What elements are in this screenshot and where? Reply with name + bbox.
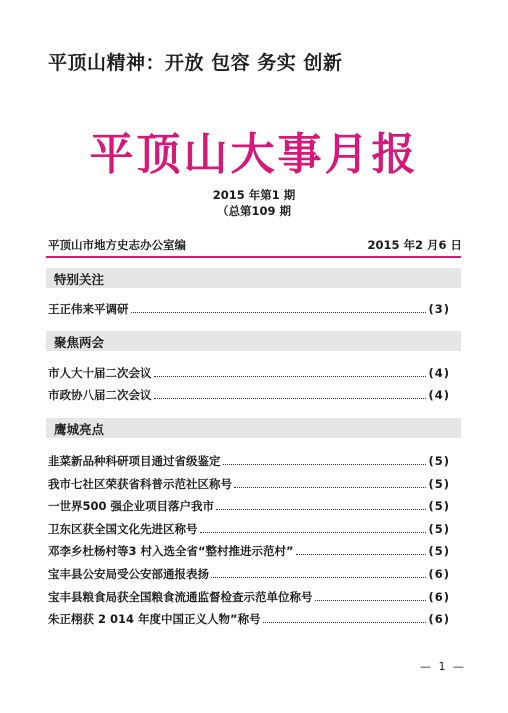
toc-entry-title: 市政协八届二次会议 xyxy=(48,388,152,402)
issue-total-number: （总第109 期 xyxy=(216,204,291,218)
toc-entry-page: (5) xyxy=(428,522,450,536)
toc-entry-page: (4) xyxy=(428,366,450,380)
toc-entry[interactable] xyxy=(48,475,450,493)
page-number: — 1 — xyxy=(420,660,466,673)
toc-entry-title: 韭菜新品种科研项目通过省级鉴定 xyxy=(48,454,221,468)
toc-entry[interactable] xyxy=(48,565,450,583)
dot-leader xyxy=(154,398,427,399)
dot-leader xyxy=(216,509,426,510)
dot-leader xyxy=(223,464,427,465)
toc-entry[interactable] xyxy=(48,386,450,404)
slogan: 平顶山精神：开放 包容 务实 创新 xyxy=(48,52,343,74)
section-header-two-sessions xyxy=(46,331,461,351)
dot-leader xyxy=(154,376,427,377)
toc-entry-page: (6) xyxy=(428,567,450,581)
toc-entry[interactable] xyxy=(48,542,450,560)
dot-leader xyxy=(263,622,427,623)
toc-entry-page: (5) xyxy=(428,544,450,558)
toc-entry-page: (5) xyxy=(428,454,450,468)
toc-entry-title: 邓李乡杜杨村等3 村入选全省“整村推进示范村” xyxy=(48,544,294,558)
dot-leader xyxy=(211,577,426,578)
toc-entry[interactable] xyxy=(48,452,450,470)
toc-entry-title: 宝丰县粮食局获全国粮食流通监督检查示范单位称号 xyxy=(48,590,313,604)
toc-entry-title: 朱正栩获 2 014 年度中国正义人物”称号 xyxy=(48,612,261,626)
toc-entry[interactable] xyxy=(48,497,450,515)
section-title: 鹰城亮点 xyxy=(54,422,105,437)
toc-entry-page: (6) xyxy=(428,590,450,604)
dot-leader xyxy=(200,532,427,533)
toc-entry-page: (4) xyxy=(428,388,450,402)
toc-entry-title: 我市七社区荣获省科普示范社区称号 xyxy=(48,477,232,491)
toc-entry-page: (5) xyxy=(428,499,450,513)
toc-entry-title: 卫东区获全国文化先进区称号 xyxy=(48,522,198,536)
toc-entry[interactable] xyxy=(48,610,450,628)
dot-leader xyxy=(234,487,426,488)
toc-entry[interactable] xyxy=(48,520,450,538)
publish-date: 2015 年2 月6 日 xyxy=(367,238,462,252)
section-header-special-focus xyxy=(46,268,461,288)
editor-credit: 平顶山市地方史志办公室编 xyxy=(48,238,186,252)
page-title: 平顶山大事月报 xyxy=(89,129,419,180)
toc-entry-page: (3) xyxy=(428,302,450,316)
toc-entry-title: 一世界500 强企业项目落户我市 xyxy=(48,499,215,513)
toc-entry-page: (6) xyxy=(428,612,450,626)
section-title: 聚焦两会 xyxy=(54,335,105,350)
toc-entry-title: 市人大十届二次会议 xyxy=(48,366,152,380)
toc-entry[interactable] xyxy=(48,300,450,318)
toc-entry[interactable] xyxy=(48,364,450,382)
toc-entry-page: (5) xyxy=(428,477,450,491)
header-divider xyxy=(46,256,461,258)
toc-entry-title: 王正伟来平调研 xyxy=(48,302,129,316)
section-title: 特别关注 xyxy=(54,272,105,287)
dot-leader xyxy=(296,554,427,555)
toc-entry[interactable] xyxy=(48,588,450,606)
section-header-city-highlights xyxy=(46,418,461,438)
toc-entry-title: 宝丰县公安局受公安部通报表扬 xyxy=(48,567,209,581)
dot-leader xyxy=(315,600,427,601)
dot-leader xyxy=(131,312,427,313)
issue-number: 2015 年第1 期 xyxy=(212,188,296,202)
